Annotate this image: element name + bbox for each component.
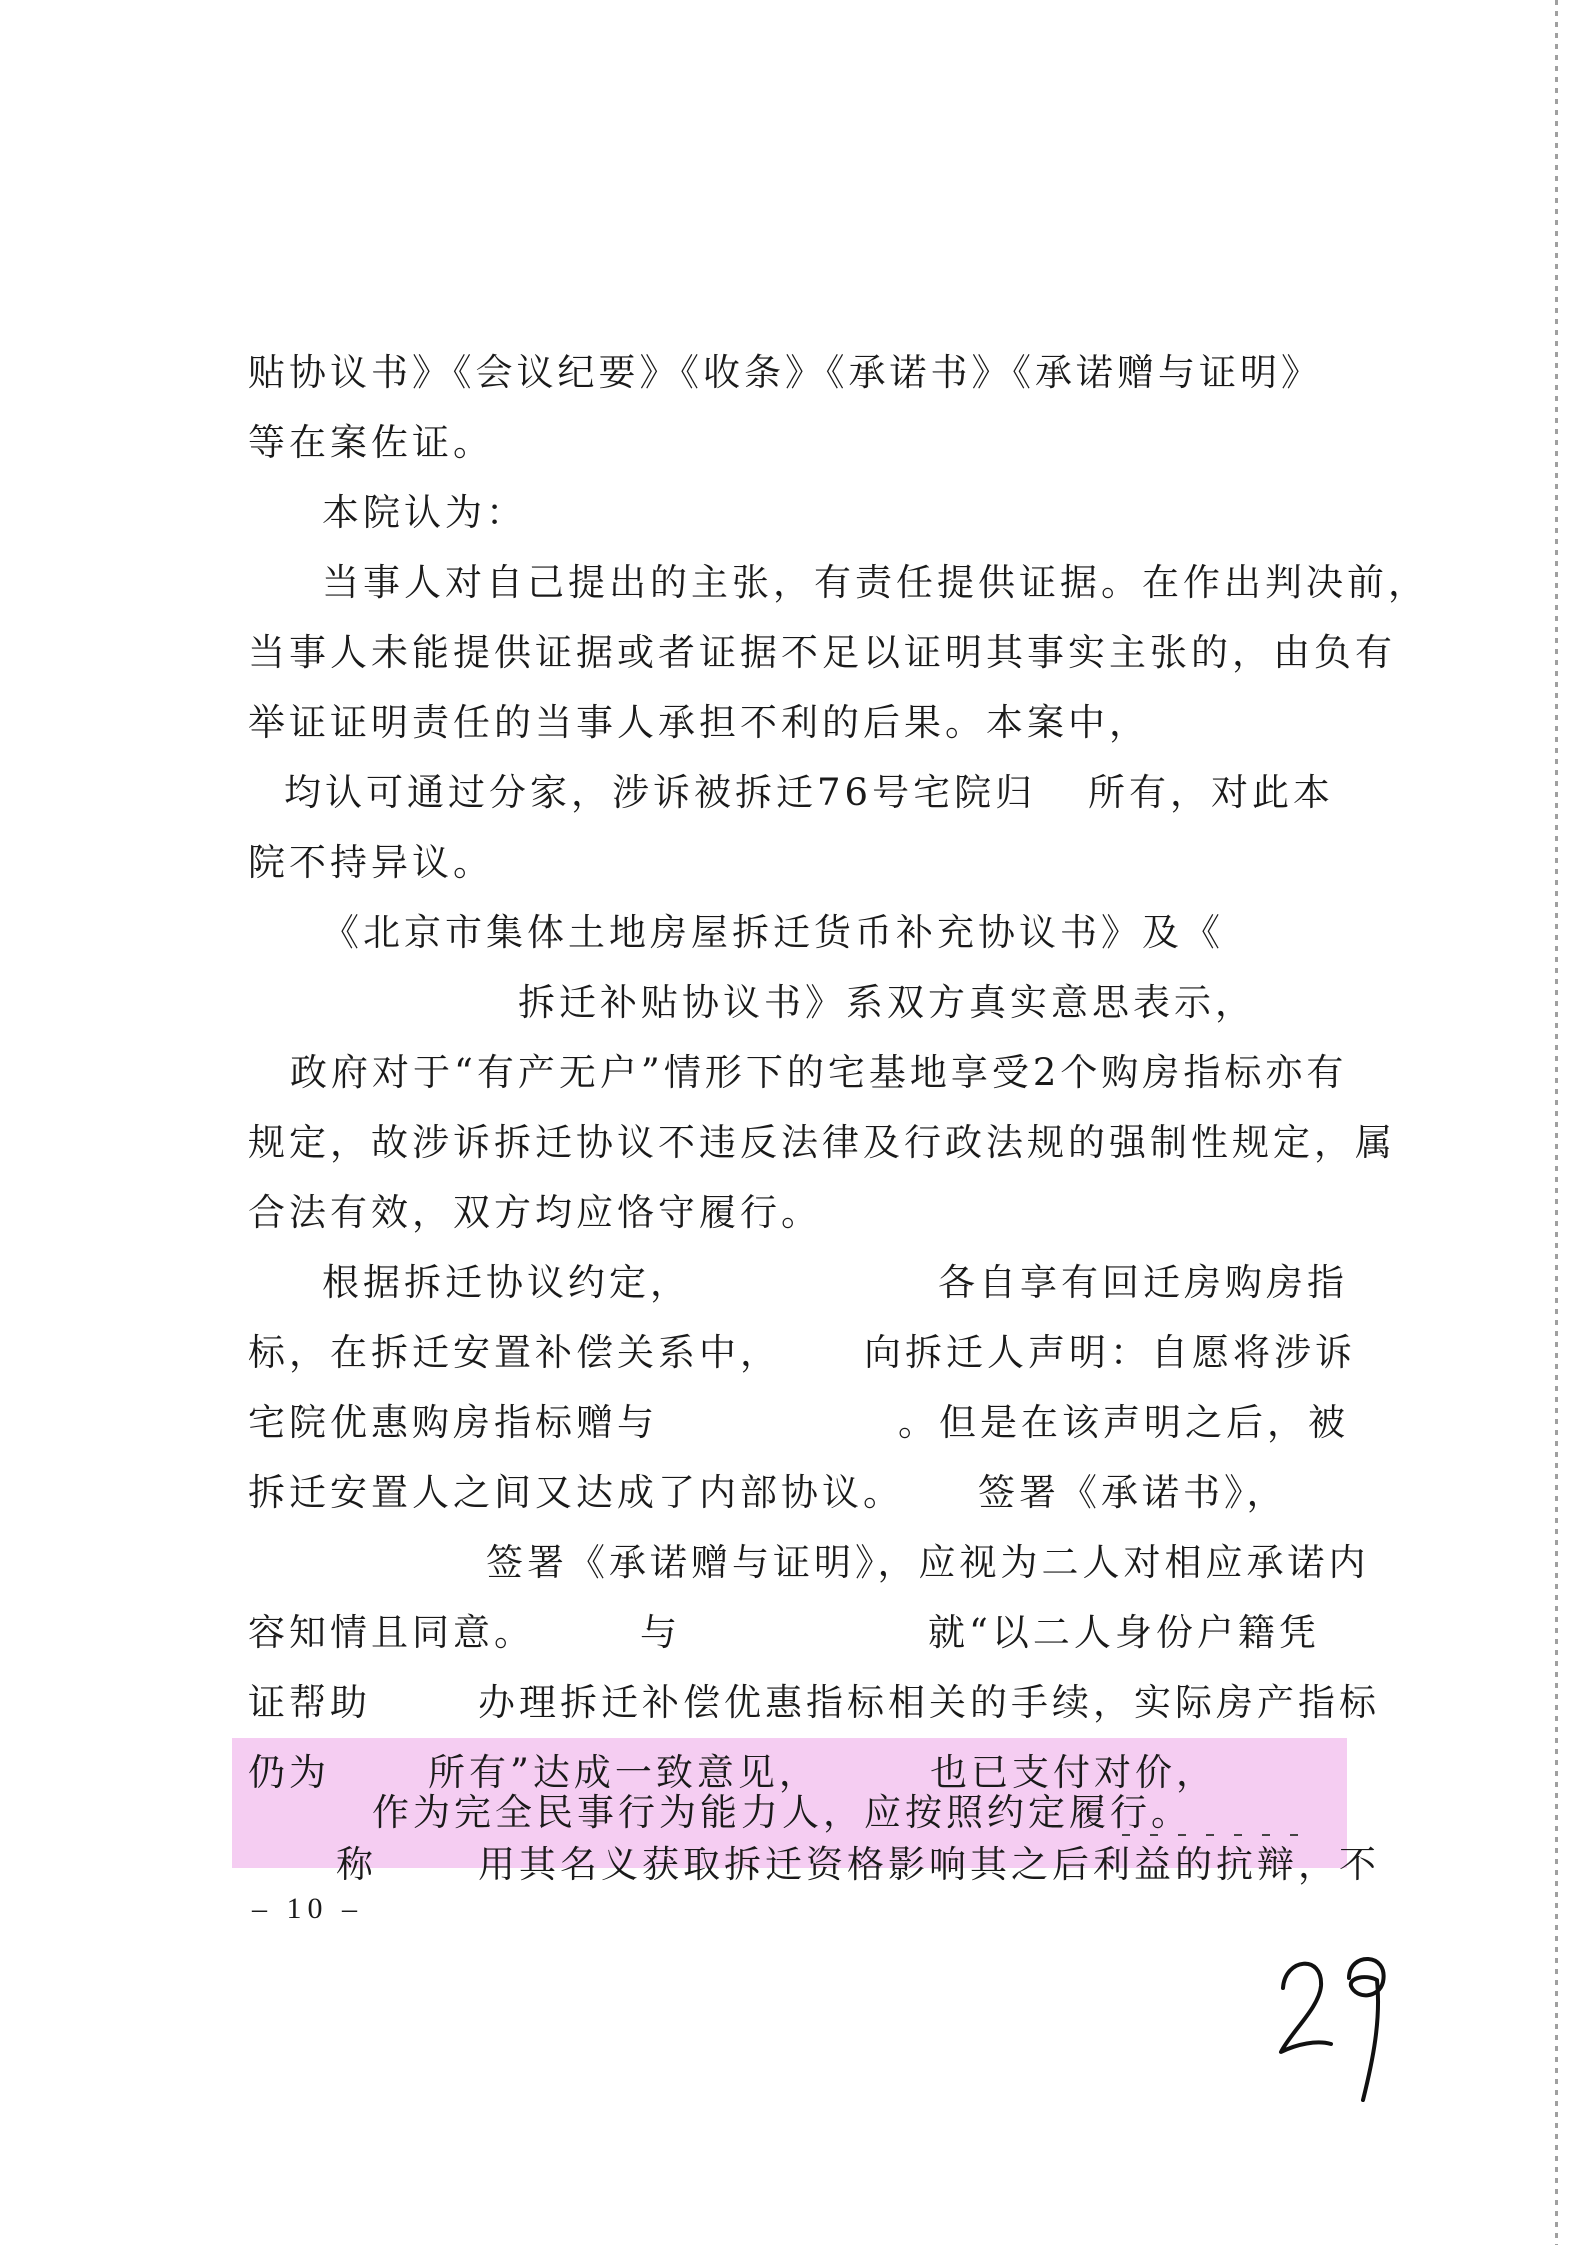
text-line: 签署《承诺赠与证明》，应视为二人对相应承诺内 xyxy=(486,1541,1370,1584)
scan-artifact xyxy=(1122,1834,1312,1836)
text-line: 就“以二人身份户籍凭 xyxy=(928,1611,1320,1654)
text-line: 院不持异议。 xyxy=(248,841,494,884)
text-line: 当事人未能提供证据或者证据不足以证明其事实主张的，由负有 xyxy=(248,631,1396,674)
text-line: 各自享有回迁房购房指 xyxy=(938,1261,1348,1304)
text-line: 标，在拆迁安置补偿关系中， xyxy=(248,1331,781,1374)
text-line: 用其名义获取拆迁资格影响其之后利益的抗辩，不 xyxy=(478,1843,1380,1886)
text-line: 本院认为： xyxy=(322,491,527,534)
text-line: 与 xyxy=(640,1611,681,1654)
text-line: 合法有效，双方均应恪守履行。 xyxy=(248,1191,822,1234)
handwritten-mark xyxy=(1265,1940,1395,2105)
text-line: 签署《承诺书》， xyxy=(978,1471,1288,1514)
text-line: 作为完全民事行为能力人，应按照约定履行。 xyxy=(372,1791,1192,1834)
text-line: 政府对于“有产无户”情形下的宅基地享受2个购房指标亦有 xyxy=(290,1051,1348,1094)
text-line: 当事人对自己提出的主张，有责任提供证据。在作出判决前， xyxy=(322,561,1429,604)
text-line: 《北京市集体土地房屋拆迁货币补充协议书》及《 xyxy=(322,911,1224,954)
text-line: 。但是在该声明之后，被 xyxy=(898,1401,1349,1444)
text-line: 向拆迁人声明：自愿将涉诉 xyxy=(864,1331,1356,1374)
text-line: 贴协议书》《会议纪要》《收条》《承诺书》《承诺赠与证明》 xyxy=(248,351,1322,394)
text-line: 等在案佐证。 xyxy=(248,421,494,464)
page-number: – 10 – xyxy=(252,1892,363,1925)
text-line: 均认可通过分家，涉诉被拆迁76号宅院归 xyxy=(284,771,1037,814)
scan-edge xyxy=(1555,0,1558,2245)
text-line: 拆迁安置人之间又达成了内部协议。 xyxy=(248,1471,904,1514)
text-line: 容知情且同意。 xyxy=(248,1611,535,1654)
text-line: 称 xyxy=(336,1843,377,1886)
text-line: 规定，故涉诉拆迁协议不违反法律及行政法规的强制性规定，属 xyxy=(248,1121,1396,1164)
text-line: 也已支付对价， xyxy=(930,1751,1217,1794)
text-line: 所有”达成一致意见， xyxy=(428,1751,820,1794)
text-line: 证帮助 xyxy=(248,1681,371,1724)
text-line: 宅院优惠购房指标赠与 xyxy=(248,1401,658,1444)
text-line: 根据拆迁协议约定， xyxy=(322,1261,691,1304)
text-line: 仍为 xyxy=(248,1751,330,1794)
text-line: 办理拆迁补偿优惠指标相关的手续，实际房产指标 xyxy=(478,1681,1380,1724)
text-line: 所有，对此本 xyxy=(1088,771,1334,814)
text-line: 拆迁补贴协议书》系双方真实意思表示， xyxy=(518,981,1256,1024)
text-line: 举证证明责任的当事人承担不利的后果。本案中， xyxy=(248,701,1150,744)
